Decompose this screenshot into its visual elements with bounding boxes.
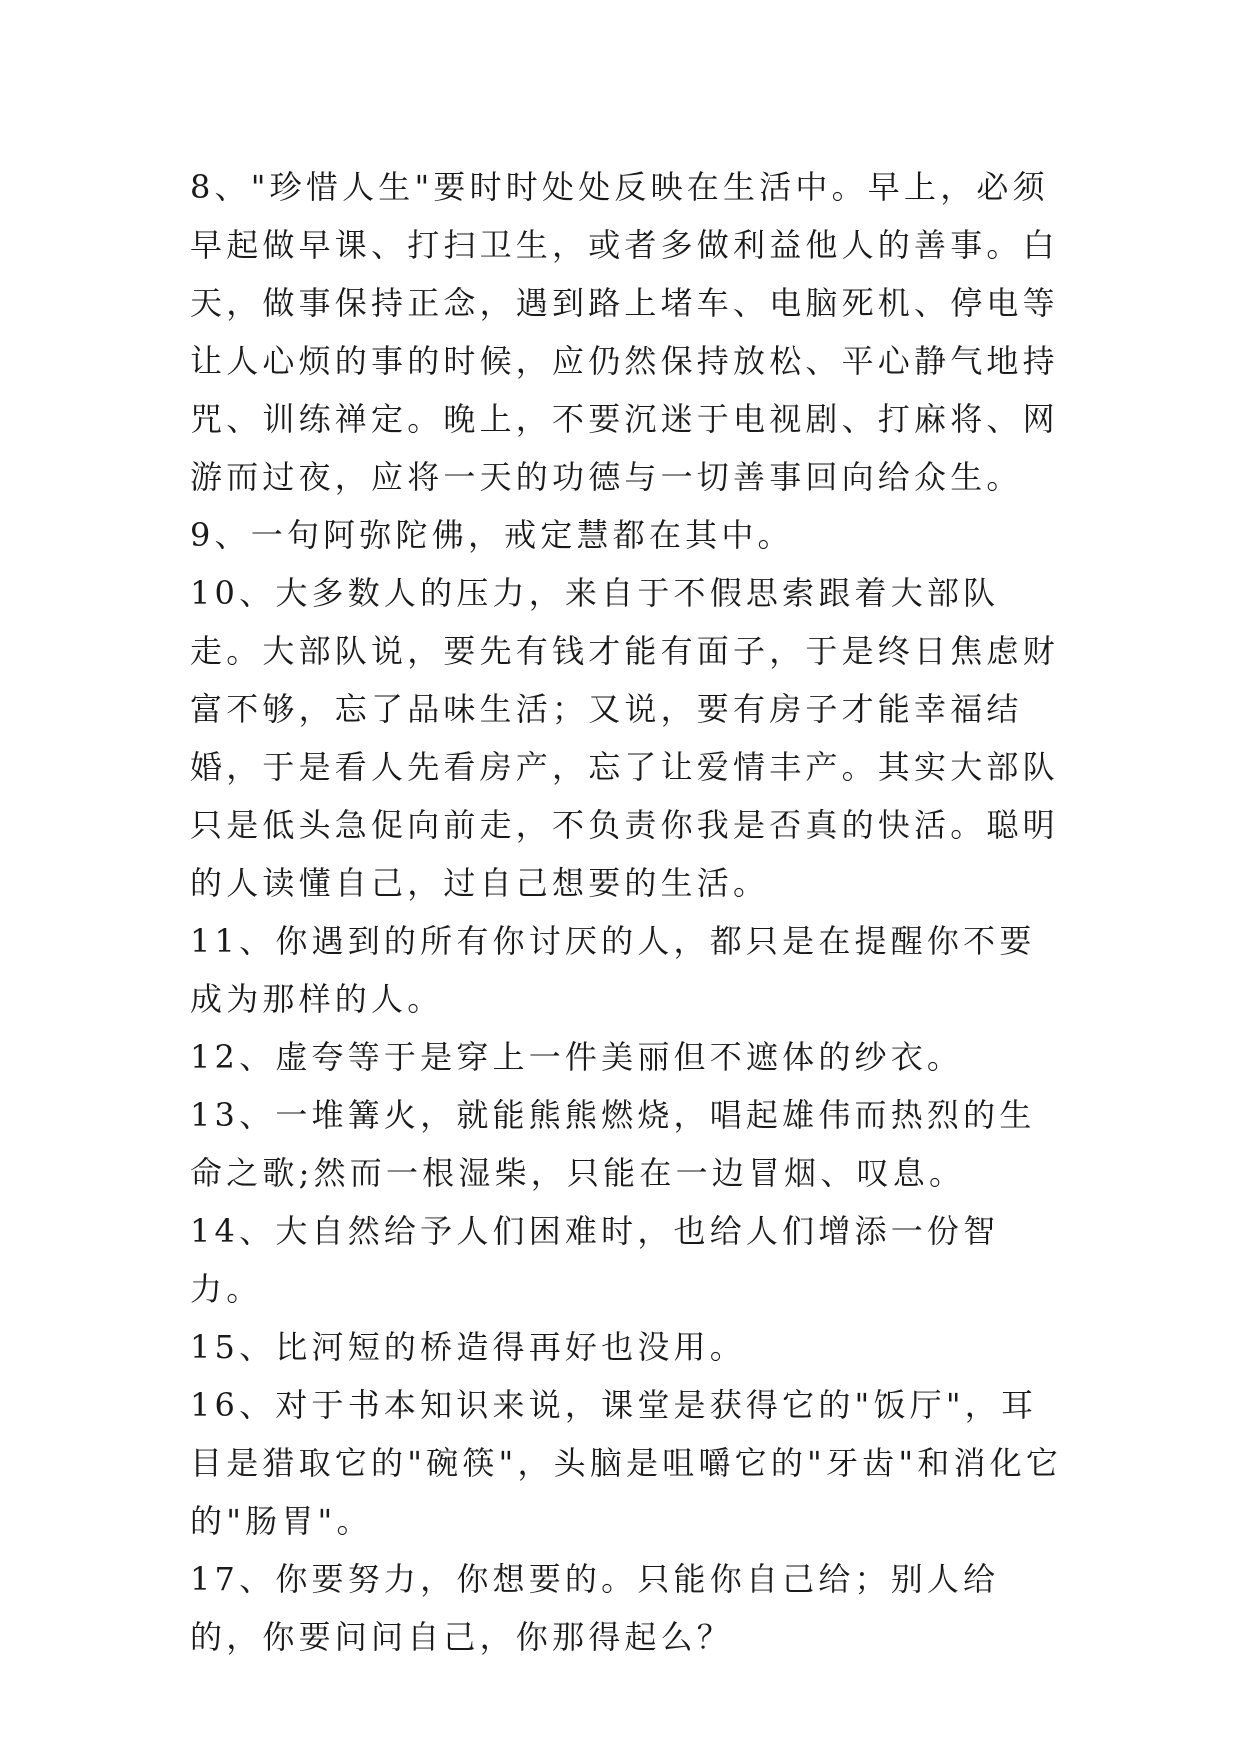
paragraph-14: 14、大自然给予人们困难时，也给人们增添一份智力。 xyxy=(190,1212,1000,1308)
paragraph-13: 13、一堆篝火，就能熊熊燃烧，唱起雄伟而热烈的生命之歌;然而一根湿柴，只能在一边冒烟、叹息。 xyxy=(190,1096,1036,1192)
paragraph-16: 16、对于书本知识来说，课堂是获得它的"饭厅"，耳目是猎取它的"碗筷"，头脑是咀嚼它的"牙齿"和消化它的"肠胃"。 xyxy=(190,1386,1063,1540)
paragraph-15: 15、比河短的桥造得再好也没用。 xyxy=(190,1328,746,1366)
paragraph-11: 11、你遇到的所有你讨厌的人，都只是在提醒你不要成为那样的人。 xyxy=(190,922,1036,1018)
paragraph-17: 17、你要努力，你想要的。只能你自己给；别人给的，你要问问自己，你那得起么？ xyxy=(190,1560,1000,1656)
paragraph-12: 12、虚夸等于是穿上一件美丽但不遮体的纱衣。 xyxy=(190,1038,964,1076)
paragraph-8: 8、"珍惜人生"要时时处处反映在生活中。早上，必须早起做早课、打扫卫生，或者多做利益他人的善事。白天，做事保持正念，遇到路上堵车、电脑死机、停电等让人心烦的事的时候，应仍然保持放松、平心静气地持咒、训练禅定。晚上，不要沉迷于电视剧、打麻将、网游而过夜，应将一天的功德与一切善事回向给众生。 xyxy=(190,168,1059,496)
paragraph-10: 10、大多数人的压力，来自于不假思索跟着大部队走。大部队说，要先有钱才能有面子，于是终日焦虑财富不够，忘了品味生活；又说，要有房子才能幸福结婚，于是看人先看房产，忘了让爱情丰产。其实大部队只是低头急促向前走，不负责你我是否真的快活。聪明的人读懂自己，过自己想要的生活。 xyxy=(190,574,1059,902)
paragraph-9: 9、一句阿弥陀佛，戒定慧都在其中。 xyxy=(190,516,794,554)
document-body xyxy=(190,158,1070,1666)
